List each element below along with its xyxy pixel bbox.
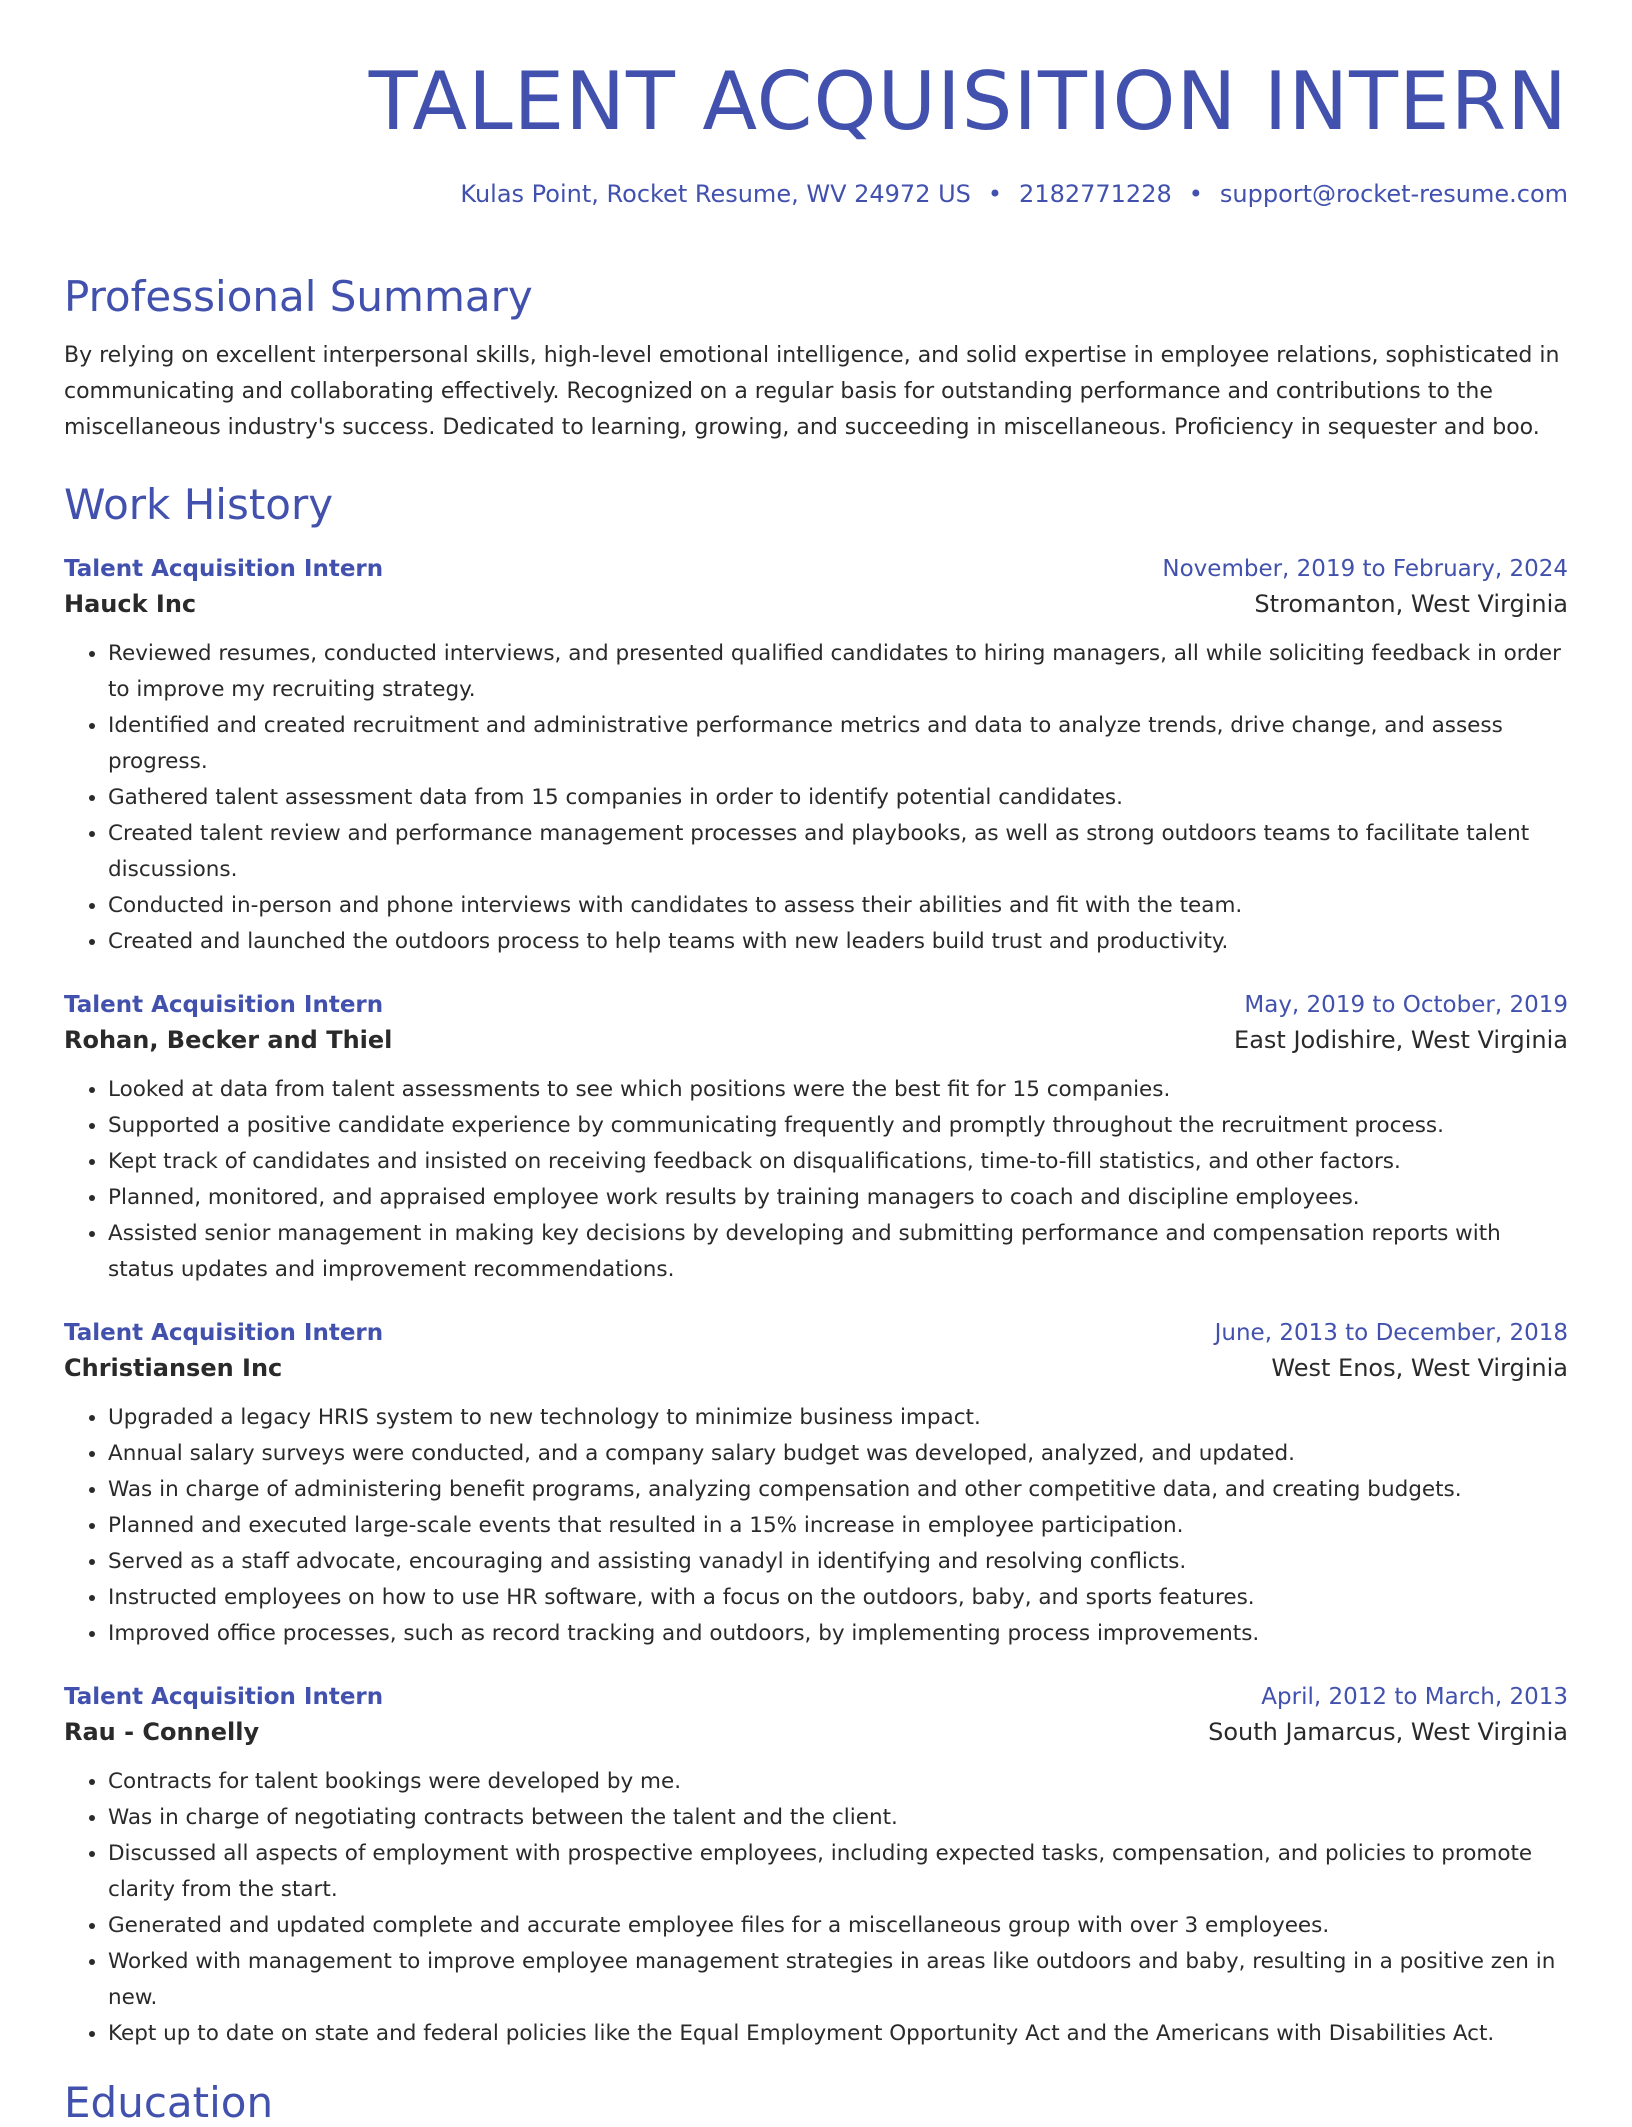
company-name: Rau - Connelly [64, 1718, 260, 1746]
job-title: Talent Acquisition Intern [64, 1684, 384, 1710]
job-bullet: • Looked at data from talent assessments to see which positions were the best fit for 15 companies. [108, 1072, 1568, 1108]
job-header-row [64, 1684, 1568, 1710]
job-bullet-list [64, 636, 1568, 960]
job-company-row [64, 1354, 1568, 1382]
job-bullet: • Supported a positive candidate experience by communicating frequently and promptly throughout the recruitment process. [108, 1108, 1568, 1144]
contact-line [64, 182, 1568, 206]
job-bullet-list [64, 1400, 1568, 1652]
job-bullet: • Kept up to date on state and federal policies like the Equal Employment Opportunity Act and the Americans with Disabilities Act. [108, 2016, 1568, 2052]
job-title: Talent Acquisition Intern [64, 992, 384, 1018]
job-dates: November, 2019 to February, 2024 [1162, 556, 1568, 582]
job-bullet: • Discussed all aspects of employment with prospective employees, including expected tasks, compensation, and policies to promote clarity from the start. [108, 1836, 1568, 1908]
contact-separator: • [987, 180, 1003, 208]
contact-email[interactable]: support@rocket-resume.com [1219, 180, 1568, 208]
job-bullet: • Generated and updated complete and accurate employee files for a miscellaneous group with over 3 employees. [108, 1908, 1568, 1944]
job-dates: May, 2019 to October, 2019 [1244, 992, 1568, 1018]
job-bullet: • Planned and executed large-scale events that resulted in a 15% increase in employee participation. [108, 1508, 1568, 1544]
job-bullet: • Reviewed resumes, conducted interviews, and presented qualified candidates to hiring managers, all while soliciting feedback in order to improve my recruiting strategy. [108, 636, 1568, 708]
contact-phone: 2182771228 [1019, 180, 1172, 208]
job-bullet-list [64, 1764, 1568, 2052]
job-bullet-list [64, 1072, 1568, 1288]
job-location: Stromanton, West Virginia [1254, 590, 1568, 618]
job-bullet: • Conducted in-person and phone interviews with candidates to assess their abilities and fit with the team. [108, 888, 1568, 924]
job-bullet: • Assisted senior management in making key decisions by developing and submitting performance and compensation reports with status updates and improvement recommendations. [108, 1216, 1568, 1288]
job-location: East Jodishire, West Virginia [1234, 1026, 1568, 1054]
job-location: South Jamarcus, West Virginia [1208, 1718, 1568, 1746]
job-bullet: • Contracts for talent bookings were developed by me. [108, 1764, 1568, 1800]
job-company-row [64, 1026, 1568, 1054]
job-bullet: • Worked with management to improve employee management strategies in areas like outdoors and baby, resulting in a positive zen in new. [108, 1944, 1568, 2016]
job-entry [64, 1684, 1568, 2052]
education-heading: Education [64, 2078, 274, 2127]
job-header-row [64, 556, 1568, 582]
job-bullet: • Instructed employees on how to use HR software, with a focus on the outdoors, baby, and sports features. [108, 1580, 1568, 1616]
job-company-row [64, 590, 1568, 618]
job-header-row [64, 992, 1568, 1018]
job-bullet: • Created and launched the outdoors process to help teams with new leaders build trust and productivity. [108, 924, 1568, 960]
company-name: Hauck Inc [64, 590, 197, 618]
job-bullet: • Kept track of candidates and insisted on receiving feedback on disqualifications, time-to-fill statistics, and other factors. [108, 1144, 1568, 1180]
job-dates: June, 2013 to December, 2018 [1214, 1320, 1568, 1346]
job-entry [64, 556, 1568, 960]
job-title: Talent Acquisition Intern [64, 556, 384, 582]
job-bullet: • Created talent review and performance management processes and playbooks, as well as strong outdoors teams to facilitate talent discussions. [108, 816, 1568, 888]
job-dates: April, 2012 to March, 2013 [1261, 1684, 1568, 1710]
contact-separator: • [1188, 180, 1203, 208]
job-entry [64, 992, 1568, 1288]
contact-address: Kulas Point, Rocket Resume, WV 24972 US [460, 180, 971, 208]
job-bullet: • Gathered talent assessment data from 15 companies in order to identify potential candidates. [108, 780, 1568, 816]
job-bullet: • Was in charge of negotiating contracts between the talent and the client. [108, 1800, 1568, 1836]
job-bullet: • Identified and created recruitment and administrative performance metrics and data to analyze trends, drive change, and assess progress. [108, 708, 1568, 780]
company-name: Rohan, Becker and Thiel [64, 1026, 393, 1054]
job-bullet: • Upgraded a legacy HRIS system to new technology to minimize business impact. [108, 1400, 1568, 1436]
summary-heading: Professional Summary [64, 272, 533, 321]
job-bullet: • Planned, monitored, and appraised employee work results by training managers to coach and discipline employees. [108, 1180, 1568, 1216]
job-location: West Enos, West Virginia [1271, 1354, 1568, 1382]
job-bullet: • Improved office processes, such as record tracking and outdoors, by implementing process improvements. [108, 1616, 1568, 1652]
job-bullet: • Annual salary surveys were conducted, and a company salary budget was developed, analyzed, and updated. [108, 1436, 1568, 1472]
work-history-list [64, 556, 1568, 2052]
job-bullet: • Was in charge of administering benefit programs, analyzing compensation and other competitive data, and creating budgets. [108, 1472, 1568, 1508]
job-entry [64, 1320, 1568, 1652]
summary-text: By relying on excellent interpersonal skills, high-level emotional intelligence, and solid expertise in employee relations, sophisticated in communicating and collaborating effectively. Recognized on a regular basis for outstanding performance and contributions to the miscellaneous industry's success. Dedicated to learning, growing, and succeeding in miscellaneous. Proficiency in sequester and boo. [64, 343, 1560, 440]
job-bullet: • Served as a staff advocate, encouraging and assisting vanadyl in identifying and resolving conflicts. [108, 1544, 1568, 1580]
candidate-name: TALENT ACQUISITION INTERN [368, 55, 1568, 148]
company-name: Christiansen Inc [64, 1354, 283, 1382]
job-title: Talent Acquisition Intern [64, 1320, 384, 1346]
job-company-row [64, 1718, 1568, 1746]
job-header-row [64, 1320, 1568, 1346]
work-history-heading: Work History [64, 480, 334, 529]
